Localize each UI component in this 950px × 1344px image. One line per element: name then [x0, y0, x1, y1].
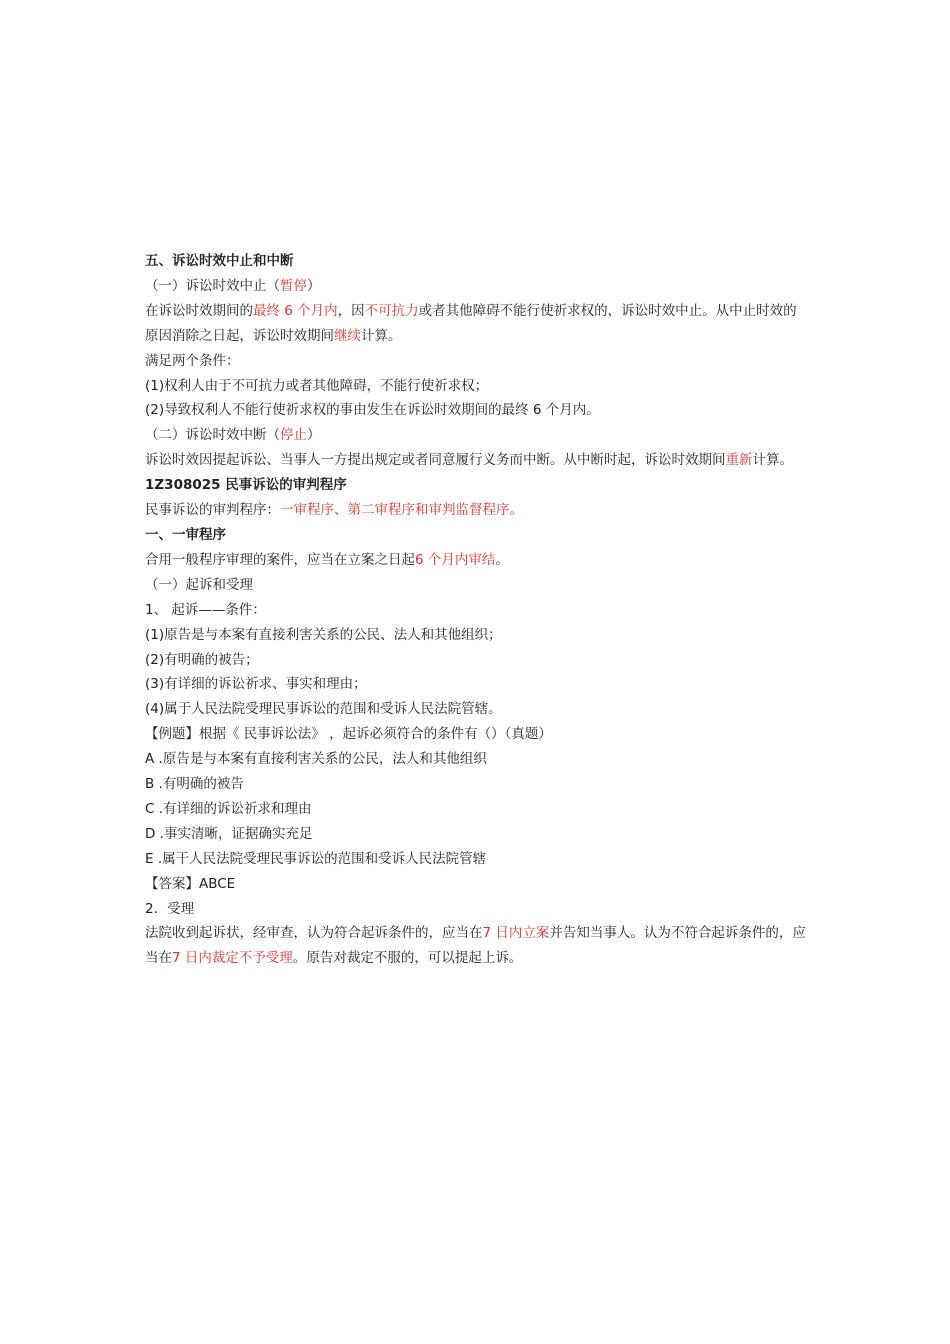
highlight-procedures: 一审程序、第二审程序和审判监督程序。	[280, 502, 523, 519]
option-a: A .原告是与本案有直接利害关系的公民，法人和其他组织	[145, 751, 487, 768]
highlight-stop: 停止	[280, 427, 307, 444]
paragraph-acceptance: 法院收到起诉状，经审查，认为符合起诉条件的，应当在7 日内立案并告知当事人。认为不符合起诉条件的，应当在7 日内裁定不予受理。原告对裁定不服的，可以提起上诉。	[145, 925, 806, 967]
highlight-seven-days-file: 7 日内立案	[482, 925, 550, 942]
option-d: D .事实清晰，证据确实充足	[145, 825, 313, 842]
option-e: E .属干人民法院受理民事诉讼的范围和受诉人民法院管辖	[145, 850, 487, 867]
prosecution-conditions-title: 1、 起诉——条件：	[145, 601, 266, 618]
condition-1: (1)权利人由于不可抗力或者其他障碍，不能行使祈求权；	[145, 377, 489, 394]
first-instance-deadline: 合用一般程序审理的案件，应当在立案之日起6 个月内审结。	[145, 551, 509, 568]
trial-procedure-summary: 民事诉讼的审判程序：一审程序、第二审程序和审判监督程序。	[145, 502, 523, 519]
prosecution-condition-2: (2)有明确的被告；	[145, 651, 259, 668]
heading-section-five: 五、诉讼时效中止和中断	[145, 253, 294, 269]
heading-1z308025: 1Z308025 民事诉讼的审判程序	[145, 477, 347, 494]
option-c: C .有详细的诉讼祈求和理由	[145, 800, 312, 817]
highlight-force-majeure: 不可抗力	[364, 302, 419, 319]
condition-2: (2)导致权利人不能行使祈求权的事由发生在诉讼时效期间的最终 6 个月内。	[145, 402, 600, 419]
subheading-acceptance: 2．受理	[145, 900, 195, 917]
heading-first-instance: 一、一审程序	[145, 526, 226, 543]
prosecution-condition-4: (4)属于人民法院受理民事诉讼的范围和受诉人民法院管辖。	[145, 701, 502, 718]
highlight-last-six-months: 最终 6 个月内	[253, 302, 338, 319]
highlight-continue: 继续	[334, 327, 361, 344]
conditions-intro: 满足两个条件：	[145, 352, 240, 369]
prosecution-condition-1: (1)原告是与本案有直接利害关系的公民、法人和其他组织；	[145, 626, 502, 643]
highlight-restart: 重新	[725, 452, 753, 469]
answer: 【答案】ABCE	[145, 875, 236, 892]
subheading-prosecution: （一）起诉和受理	[145, 576, 253, 593]
subheading-interruption: （二）诉讼时效中断（停止）	[145, 427, 321, 444]
paragraph-suspension: 在诉讼时效期间的最终 6 个月内，因不可抗力或者其他障碍不能行使祈求权的，诉讼时效中止。从中止时效的原因消除之日起，诉讼时效期间继续计算。	[145, 302, 797, 344]
highlight-six-months-conclude: 6 个月内审结	[415, 551, 496, 568]
subheading-suspension: （一）诉讼时效中止（暂停）	[145, 277, 321, 294]
prosecution-condition-3: (3)有详细的诉讼祈求、事实和理由；	[145, 676, 367, 693]
example-question: 【例题】根据《 民事诉讼法》 ，起诉必须符合的条件有（）（真题）	[145, 726, 552, 743]
document-body	[145, 249, 810, 971]
highlight-pause: 暂停	[280, 277, 307, 294]
option-b: B .有明确的被告	[145, 776, 244, 793]
highlight-seven-days-reject: 7 日内裁定不予受理	[172, 950, 293, 967]
paragraph-interruption: 诉讼时效因提起诉讼、当事人一方提出规定或者同意履行义务而中断。从中断时起，诉讼时效期间重新计算。	[145, 452, 793, 469]
